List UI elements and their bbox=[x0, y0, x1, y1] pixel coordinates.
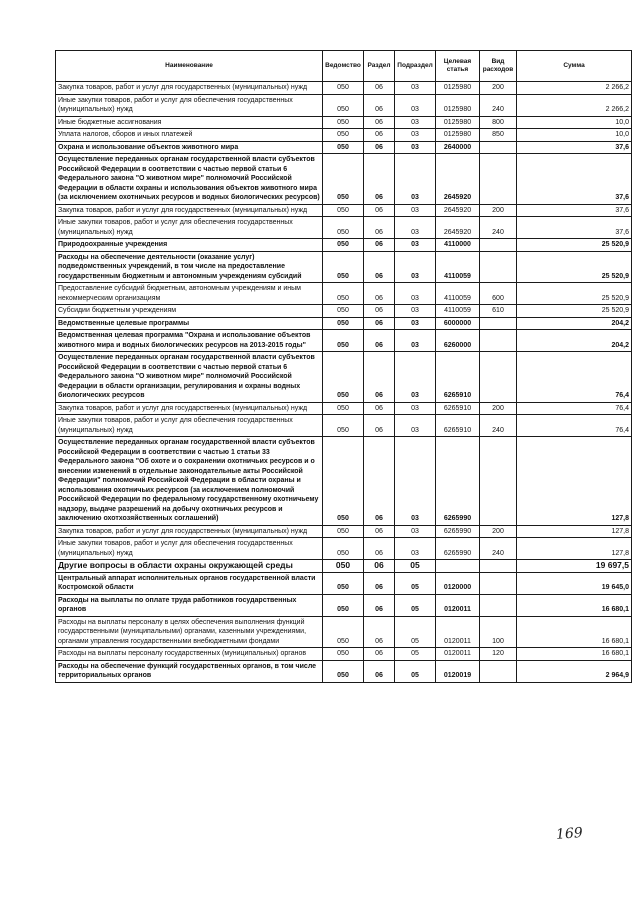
table-header-row bbox=[56, 51, 632, 82]
row-razdel: 06 bbox=[364, 415, 395, 437]
table-row bbox=[56, 525, 632, 538]
table-row bbox=[56, 154, 632, 205]
row-razdel: 06 bbox=[364, 330, 395, 352]
row-summa: 25 520,9 bbox=[517, 239, 632, 252]
row-razdel: 06 bbox=[364, 660, 395, 682]
row-name: Иные закупки товаров, работ и услуг для обеспечения государственных (муниципальных) нужд bbox=[56, 538, 323, 560]
row-celevaya: 2645920 bbox=[436, 217, 480, 239]
row-summa: 16 680,1 bbox=[517, 648, 632, 661]
row-summa: 204,2 bbox=[517, 317, 632, 330]
row-vid bbox=[480, 560, 517, 573]
row-summa: 2 266,2 bbox=[517, 82, 632, 95]
table-row bbox=[56, 239, 632, 252]
header-podrazdel: Подраздел bbox=[395, 51, 436, 82]
row-summa: 10,0 bbox=[517, 129, 632, 142]
row-razdel: 06 bbox=[364, 525, 395, 538]
row-name: Осуществление переданных органам государственной власти субъектов Российской Федерации в соответствии с частью 1 статьи 33 Федерального закона "Об охоте и о сохранении охотничьих ресурсов и о внесении изменений в отдельные законодательные акты Российской Федерации" полномочий Российской Федерации в области охраны и использования охотничьих ресурсов (за исключением полномочий Российской Федерации по федеральному государственному охотничьему надзору, выдаче разрешений на добычу охотничьих ресурсов и заключению охотхозяйственных соглашений) bbox=[56, 437, 323, 526]
row-name: Предоставление субсидий бюджетным, автономным учреждениям и иным некоммерческим организациям bbox=[56, 283, 323, 305]
row-razdel: 06 bbox=[364, 560, 395, 573]
row-summa: 19 645,0 bbox=[517, 572, 632, 594]
table-row bbox=[56, 352, 632, 403]
row-celevaya: 2645920 bbox=[436, 154, 480, 205]
row-razdel: 06 bbox=[364, 116, 395, 129]
row-podrazdel: 03 bbox=[395, 129, 436, 142]
row-podrazdel: 05 bbox=[395, 560, 436, 573]
row-vedomstvo: 050 bbox=[323, 129, 364, 142]
row-vedomstvo: 050 bbox=[323, 154, 364, 205]
row-vedomstvo: 050 bbox=[323, 239, 364, 252]
row-name: Расходы на обеспечение функций государственных органов, в том числе территориальных органов bbox=[56, 660, 323, 682]
row-podrazdel: 03 bbox=[395, 525, 436, 538]
table-row bbox=[56, 141, 632, 154]
row-vid: 240 bbox=[480, 94, 517, 116]
row-name: Закупка товаров, работ и услуг для государственных (муниципальных) нужд bbox=[56, 82, 323, 95]
row-name: Осуществление переданных органам государственной власти субъектов Российской Федерации в соответствии с частью первой статьи 6 Федерального закона "О животном мире" полномочий Российской Федерации в области охраны и использования объектов животного мира (за исключением охотничьих ресурсов и водных биологических ресурсов) bbox=[56, 154, 323, 205]
row-razdel: 06 bbox=[364, 251, 395, 283]
row-podrazdel: 03 bbox=[395, 204, 436, 217]
row-vedomstvo: 050 bbox=[323, 648, 364, 661]
row-vid bbox=[480, 352, 517, 403]
row-vid: 100 bbox=[480, 616, 517, 648]
row-podrazdel: 03 bbox=[395, 437, 436, 526]
budget-sheet bbox=[55, 50, 631, 683]
row-razdel: 06 bbox=[364, 82, 395, 95]
row-vid bbox=[480, 251, 517, 283]
row-vid: 200 bbox=[480, 525, 517, 538]
table-row bbox=[56, 251, 632, 283]
row-vid: 120 bbox=[480, 648, 517, 661]
row-name: Иные закупки товаров, работ и услуг для обеспечения государственных (муниципальных) нужд bbox=[56, 94, 323, 116]
row-celevaya: 6265990 bbox=[436, 525, 480, 538]
row-podrazdel: 03 bbox=[395, 415, 436, 437]
row-podrazdel: 03 bbox=[395, 251, 436, 283]
table-row bbox=[56, 94, 632, 116]
row-vid: 800 bbox=[480, 116, 517, 129]
row-vedomstvo: 050 bbox=[323, 251, 364, 283]
row-name: Расходы на выплаты по оплате труда работников государственных органов bbox=[56, 594, 323, 616]
row-podrazdel: 03 bbox=[395, 317, 436, 330]
table-row bbox=[56, 560, 632, 573]
row-razdel: 06 bbox=[364, 616, 395, 648]
row-celevaya bbox=[436, 560, 480, 573]
row-name: Центральный аппарат исполнительных органов государственной власти Костромской области bbox=[56, 572, 323, 594]
row-summa: 76,4 bbox=[517, 352, 632, 403]
row-celevaya: 6265990 bbox=[436, 538, 480, 560]
row-summa: 37,6 bbox=[517, 141, 632, 154]
row-name: Ведомственная целевая программа "Охрана и использование объектов животного мира и водных биологических ресурсов на 2013-2015 годы" bbox=[56, 330, 323, 352]
row-vedomstvo: 050 bbox=[323, 305, 364, 318]
budget-table bbox=[55, 50, 632, 683]
row-celevaya: 4110059 bbox=[436, 283, 480, 305]
row-name: Иные закупки товаров, работ и услуг для обеспечения государственных (муниципальных) нужд bbox=[56, 217, 323, 239]
row-vid: 240 bbox=[480, 217, 517, 239]
row-podrazdel: 03 bbox=[395, 352, 436, 403]
row-vid bbox=[480, 141, 517, 154]
row-vedomstvo: 050 bbox=[323, 594, 364, 616]
row-summa: 25 520,9 bbox=[517, 283, 632, 305]
row-vedomstvo: 050 bbox=[323, 283, 364, 305]
row-summa: 76,4 bbox=[517, 402, 632, 415]
row-summa: 37,6 bbox=[517, 204, 632, 217]
row-celevaya: 6260000 bbox=[436, 330, 480, 352]
row-celevaya: 6265910 bbox=[436, 415, 480, 437]
row-name: Расходы на обеспечение деятельности (оказание услуг) подведомственных учреждений, в том числе на предоставление государственным бюджетным и автономным учреждениям субсидий bbox=[56, 251, 323, 283]
row-razdel: 06 bbox=[364, 94, 395, 116]
table-row bbox=[56, 648, 632, 661]
row-summa: 204,2 bbox=[517, 330, 632, 352]
row-razdel: 06 bbox=[364, 538, 395, 560]
row-vedomstvo: 050 bbox=[323, 141, 364, 154]
row-razdel: 06 bbox=[364, 283, 395, 305]
row-podrazdel: 05 bbox=[395, 594, 436, 616]
row-razdel: 06 bbox=[364, 239, 395, 252]
table-row bbox=[56, 660, 632, 682]
row-celevaya: 0120019 bbox=[436, 660, 480, 682]
row-name: Иные закупки товаров, работ и услуг для обеспечения государственных (муниципальных) нужд bbox=[56, 415, 323, 437]
row-podrazdel: 03 bbox=[395, 217, 436, 239]
header-vid: Вид расходов bbox=[480, 51, 517, 82]
row-name: Природоохранные учреждения bbox=[56, 239, 323, 252]
row-vid bbox=[480, 594, 517, 616]
page-number: 169 bbox=[555, 825, 584, 843]
row-razdel: 06 bbox=[364, 217, 395, 239]
row-razdel: 06 bbox=[364, 352, 395, 403]
row-summa: 2 964,9 bbox=[517, 660, 632, 682]
row-summa: 127,8 bbox=[517, 538, 632, 560]
row-celevaya: 6265910 bbox=[436, 352, 480, 403]
row-podrazdel: 05 bbox=[395, 572, 436, 594]
row-celevaya: 6265910 bbox=[436, 402, 480, 415]
row-vedomstvo: 050 bbox=[323, 116, 364, 129]
row-vid bbox=[480, 154, 517, 205]
header-summa: Сумма bbox=[517, 51, 632, 82]
row-celevaya: 0125980 bbox=[436, 129, 480, 142]
table-row bbox=[56, 129, 632, 142]
row-name: Расходы на выплаты персоналу государственных (муниципальных) органов bbox=[56, 648, 323, 661]
row-name: Закупка товаров, работ и услуг для государственных (муниципальных) нужд bbox=[56, 525, 323, 538]
row-vid: 240 bbox=[480, 538, 517, 560]
row-name: Ведомственные целевые программы bbox=[56, 317, 323, 330]
row-podrazdel: 03 bbox=[395, 116, 436, 129]
table-row bbox=[56, 116, 632, 129]
row-summa: 16 680,1 bbox=[517, 616, 632, 648]
row-podrazdel: 05 bbox=[395, 648, 436, 661]
row-vedomstvo: 050 bbox=[323, 82, 364, 95]
row-celevaya: 4110059 bbox=[436, 305, 480, 318]
table-row bbox=[56, 305, 632, 318]
row-vid: 850 bbox=[480, 129, 517, 142]
table-row bbox=[56, 317, 632, 330]
row-vid bbox=[480, 572, 517, 594]
row-name: Другие вопросы в области охраны окружающей среды bbox=[56, 560, 323, 573]
table-row bbox=[56, 330, 632, 352]
table-body bbox=[56, 82, 632, 683]
row-podrazdel: 03 bbox=[395, 141, 436, 154]
row-razdel: 06 bbox=[364, 305, 395, 318]
row-podrazdel: 05 bbox=[395, 660, 436, 682]
table-row bbox=[56, 204, 632, 217]
row-vid: 200 bbox=[480, 204, 517, 217]
row-vedomstvo: 050 bbox=[323, 94, 364, 116]
row-podrazdel: 03 bbox=[395, 402, 436, 415]
row-vid: 600 bbox=[480, 283, 517, 305]
row-celevaya: 6000000 bbox=[436, 317, 480, 330]
table-row bbox=[56, 616, 632, 648]
row-celevaya: 0125980 bbox=[436, 82, 480, 95]
row-vedomstvo: 050 bbox=[323, 415, 364, 437]
row-podrazdel: 05 bbox=[395, 616, 436, 648]
row-vedomstvo: 050 bbox=[323, 330, 364, 352]
row-celevaya: 4110000 bbox=[436, 239, 480, 252]
row-vedomstvo: 050 bbox=[323, 538, 364, 560]
row-summa: 25 520,9 bbox=[517, 251, 632, 283]
row-name: Иные бюджетные ассигнования bbox=[56, 116, 323, 129]
row-podrazdel: 03 bbox=[395, 94, 436, 116]
row-vedomstvo: 050 bbox=[323, 217, 364, 239]
header-celevaya: Целевая статья bbox=[436, 51, 480, 82]
row-celevaya: 2640000 bbox=[436, 141, 480, 154]
row-celevaya: 0120011 bbox=[436, 616, 480, 648]
row-vedomstvo: 050 bbox=[323, 402, 364, 415]
row-razdel: 06 bbox=[364, 437, 395, 526]
row-vedomstvo: 050 bbox=[323, 437, 364, 526]
row-vid bbox=[480, 317, 517, 330]
table-row bbox=[56, 415, 632, 437]
row-name: Уплата налогов, сборов и иных платежей bbox=[56, 129, 323, 142]
row-razdel: 06 bbox=[364, 204, 395, 217]
row-summa: 37,6 bbox=[517, 217, 632, 239]
row-celevaya: 0120011 bbox=[436, 594, 480, 616]
row-name: Расходы на выплаты персоналу в целях обеспечения выполнения функций государственными (муниципальными) органами, казенными учреждениями, органами управления государственными внебюджетными фондами bbox=[56, 616, 323, 648]
row-vedomstvo: 050 bbox=[323, 572, 364, 594]
row-name: Осуществление переданных органам государственной власти субъектов Российской Федерации в соответствии с частью первой статьи 6 Федерального закона "О животном мире" полномочий Российской Федерации в области организации, регулирования и охраны водных биологических ресурсов bbox=[56, 352, 323, 403]
row-summa: 76,4 bbox=[517, 415, 632, 437]
row-summa: 127,8 bbox=[517, 525, 632, 538]
row-razdel: 06 bbox=[364, 317, 395, 330]
row-vedomstvo: 050 bbox=[323, 204, 364, 217]
row-celevaya: 4110059 bbox=[436, 251, 480, 283]
row-celevaya: 0125980 bbox=[436, 116, 480, 129]
header-vedomstvo: Ведомство bbox=[323, 51, 364, 82]
row-summa: 2 266,2 bbox=[517, 94, 632, 116]
row-celevaya: 2645920 bbox=[436, 204, 480, 217]
row-celevaya: 0120000 bbox=[436, 572, 480, 594]
row-celevaya: 0125980 bbox=[436, 94, 480, 116]
row-celevaya: 6265990 bbox=[436, 437, 480, 526]
row-summa: 16 680,1 bbox=[517, 594, 632, 616]
row-vid bbox=[480, 437, 517, 526]
row-summa: 25 520,9 bbox=[517, 305, 632, 318]
table-row bbox=[56, 572, 632, 594]
header-name: Наименование bbox=[56, 51, 323, 82]
row-podrazdel: 03 bbox=[395, 538, 436, 560]
table-row bbox=[56, 283, 632, 305]
row-podrazdel: 03 bbox=[395, 305, 436, 318]
row-razdel: 06 bbox=[364, 129, 395, 142]
row-summa: 10,0 bbox=[517, 116, 632, 129]
row-vedomstvo: 050 bbox=[323, 525, 364, 538]
table-row bbox=[56, 217, 632, 239]
row-summa: 127,8 bbox=[517, 437, 632, 526]
row-podrazdel: 03 bbox=[395, 154, 436, 205]
table-row bbox=[56, 402, 632, 415]
row-vedomstvo: 050 bbox=[323, 560, 364, 573]
row-podrazdel: 03 bbox=[395, 239, 436, 252]
row-vid: 610 bbox=[480, 305, 517, 318]
row-summa: 19 697,5 bbox=[517, 560, 632, 573]
row-podrazdel: 03 bbox=[395, 82, 436, 95]
row-razdel: 06 bbox=[364, 572, 395, 594]
row-razdel: 06 bbox=[364, 648, 395, 661]
row-podrazdel: 03 bbox=[395, 283, 436, 305]
table-row bbox=[56, 437, 632, 526]
row-razdel: 06 bbox=[364, 402, 395, 415]
row-vid: 200 bbox=[480, 82, 517, 95]
row-name: Закупка товаров, работ и услуг для государственных (муниципальных) нужд bbox=[56, 402, 323, 415]
row-name: Субсидии бюджетным учреждениям bbox=[56, 305, 323, 318]
table-row bbox=[56, 538, 632, 560]
row-vid: 240 bbox=[480, 415, 517, 437]
row-vedomstvo: 050 bbox=[323, 660, 364, 682]
row-podrazdel: 03 bbox=[395, 330, 436, 352]
row-name: Охрана и использование объектов животного мира bbox=[56, 141, 323, 154]
row-celevaya: 0120011 bbox=[436, 648, 480, 661]
row-vedomstvo: 050 bbox=[323, 352, 364, 403]
row-vid bbox=[480, 239, 517, 252]
row-vid: 200 bbox=[480, 402, 517, 415]
row-razdel: 06 bbox=[364, 154, 395, 205]
row-vid bbox=[480, 660, 517, 682]
table-row bbox=[56, 594, 632, 616]
row-vedomstvo: 050 bbox=[323, 317, 364, 330]
row-summa: 37,6 bbox=[517, 154, 632, 205]
row-vid bbox=[480, 330, 517, 352]
row-name: Закупка товаров, работ и услуг для государственных (муниципальных) нужд bbox=[56, 204, 323, 217]
table-row bbox=[56, 82, 632, 95]
header-razdel: Раздел bbox=[364, 51, 395, 82]
row-razdel: 06 bbox=[364, 141, 395, 154]
row-razdel: 06 bbox=[364, 594, 395, 616]
row-vedomstvo: 050 bbox=[323, 616, 364, 648]
